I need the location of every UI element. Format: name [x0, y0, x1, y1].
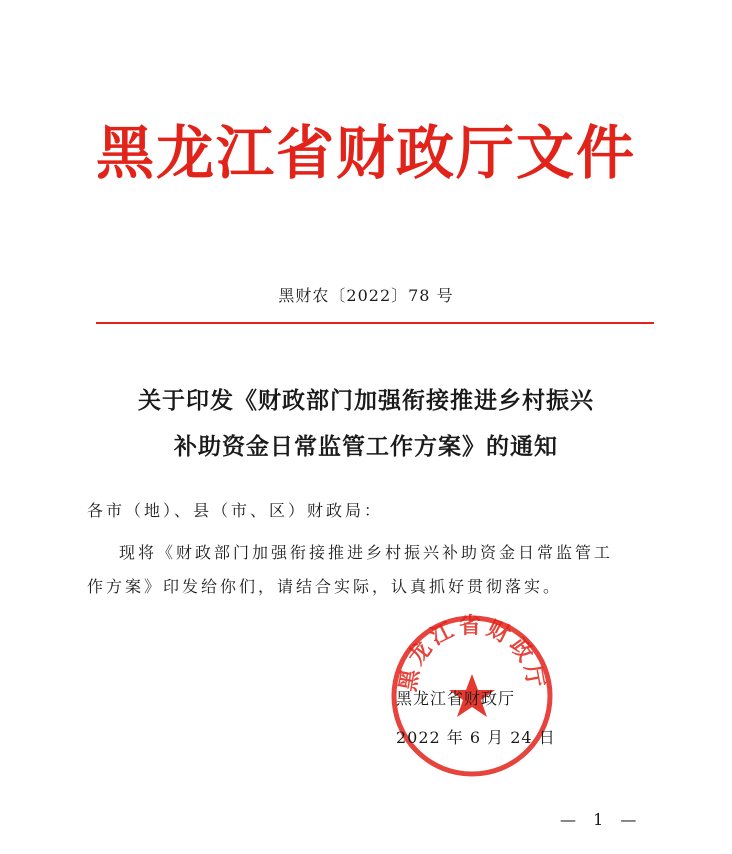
notice-title: [0, 378, 732, 470]
issue-date: 2022 年 6 月 24 日: [396, 728, 556, 747]
body-paragraph: [87, 536, 647, 604]
body-line-1: 现将《财政部门加强衔接推进乡村振兴补助资金日常监管工: [119, 543, 614, 562]
body-line-2: 作方案》印发给你们，请结合实际，认真抓好贯彻落实。: [87, 577, 563, 596]
red-divider-line: [96, 322, 654, 324]
issuer-signature: 黑龙江省财政厅: [396, 689, 516, 708]
page-number: — 1 —: [560, 810, 643, 829]
document-header-title: 黑龙江省财政厅文件: [95, 119, 636, 187]
document-number: 黑财农〔2022〕78 号: [278, 286, 454, 305]
notice-title-line2: 补助资金日常监管工作方案》的通知: [174, 433, 558, 460]
notice-title-line1: 关于印发《财政部门加强衔接推进乡村振兴: [138, 387, 594, 414]
seal-text: 黑龙江省财政厅: [394, 613, 550, 694]
salutation: 各市（地）、县（市、区）财政局：: [87, 501, 384, 520]
